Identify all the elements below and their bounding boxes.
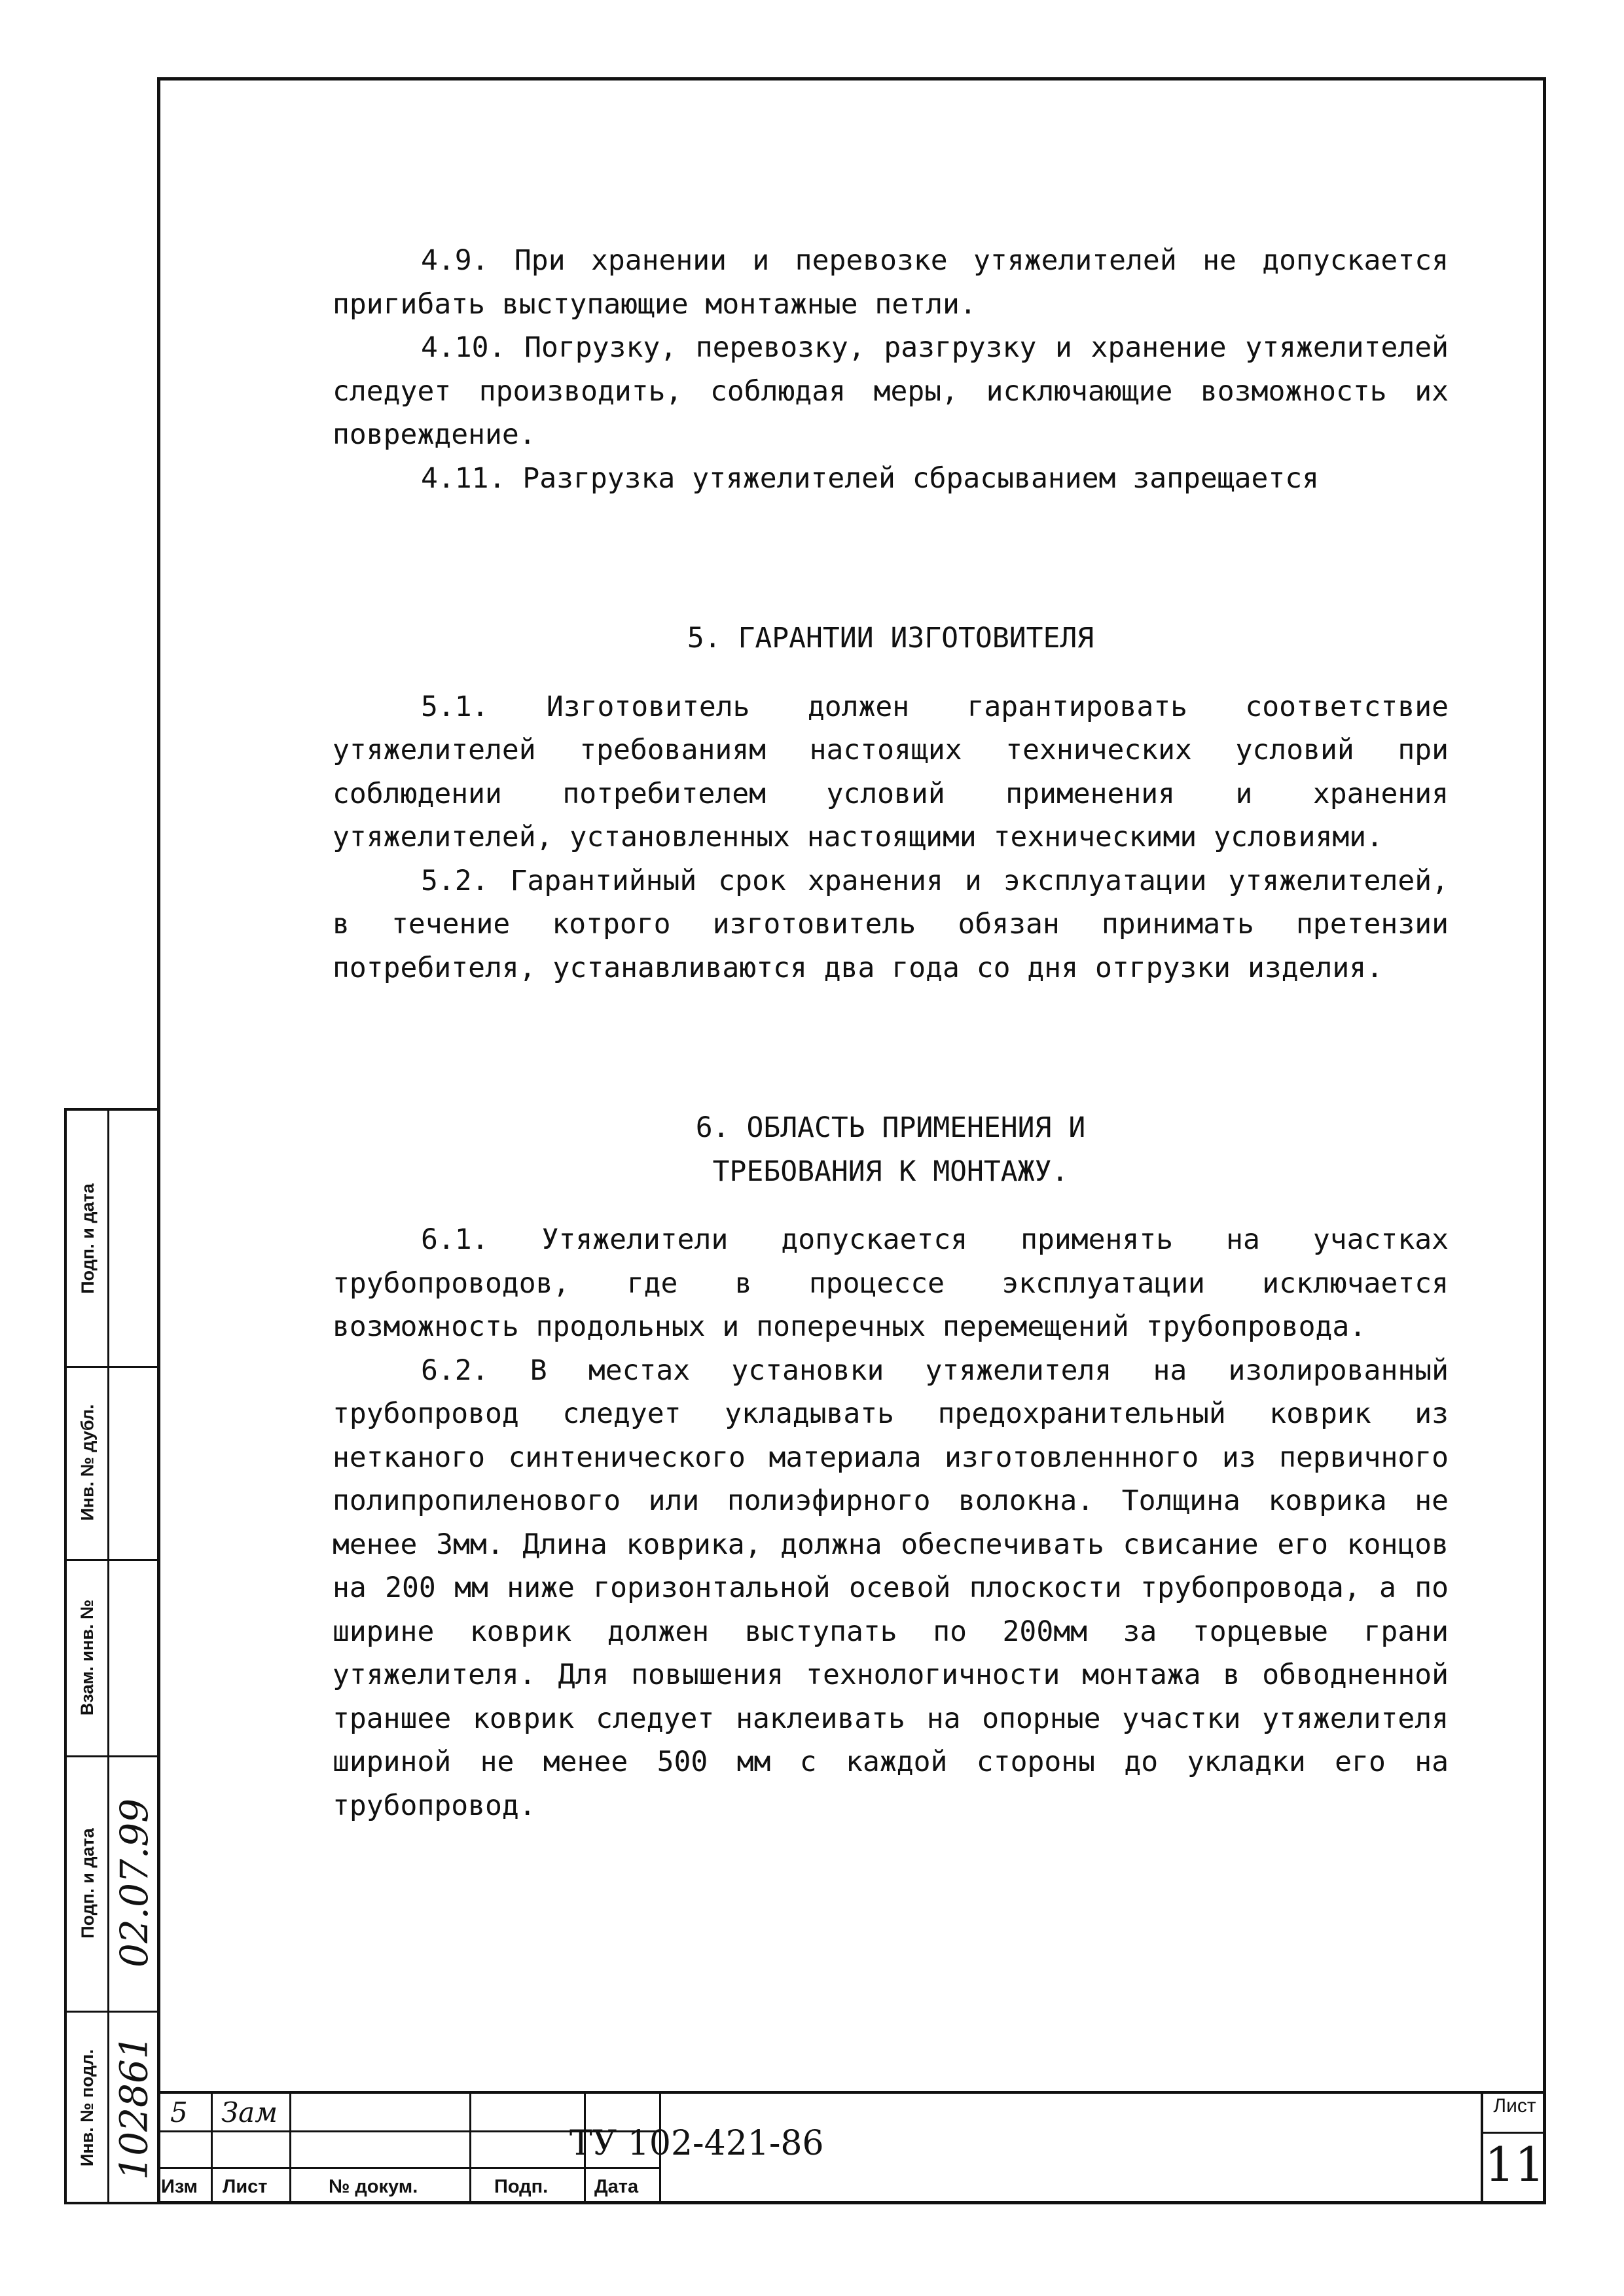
title-block <box>157 2091 1546 2204</box>
paragraph-5-1: 5.1. Изготовитель должен гарантировать соответствие утяжелителей требованиям настоящих технических условий при соблюдении потребителем условий применения и хранения утяжелителей, установленных настоящими техническими условиями. <box>333 690 1449 853</box>
header-sign: Подп. <box>494 2176 549 2197</box>
replace-inv-label: Взам. инв. № <box>77 1599 98 1715</box>
paragraph-4-11: 4.11. Разгрузка утяжелителей сбрасыванием запрещается <box>421 461 1320 495</box>
paragraph-4-9: 4.9. При хранении и перевозке утяжелителей не допускается пригибать выступающие монтажные петли. <box>333 244 1449 321</box>
handwritten-date: 02.07.99 <box>112 1798 156 1968</box>
section-6-heading-line2: ТРЕБОВАНИЯ К МОНТАЖУ. <box>712 1155 1069 1188</box>
paragraph-5-2: 5.2. Гарантийный срок хранения и эксплуатации утяжелителей, в течение котрого изготовитель обязан принимать претензии потребителя, устанавливаются два года со дня отгрузки изделия. <box>333 864 1449 984</box>
sheet-label: Лист <box>1493 2095 1536 2117</box>
paragraph-6-1: 6.1. Утяжелители допускается применять на участках трубопроводов, где в процессе эксплуатации исключается возможность продольных и поперечных перемещений трубопровода. <box>333 1223 1449 1343</box>
document-body <box>333 239 1449 1827</box>
sheet-number: 11 <box>1485 2137 1545 2192</box>
header-izm: Изм <box>161 2176 198 2197</box>
section-5-heading: 5. ГАРАНТИИ ИЗГОТОВИТЕЛЯ <box>687 622 1094 655</box>
dup-inv-label: Инв. № дубл. <box>77 1404 98 1521</box>
header-doc-number: № докум. <box>329 2176 418 2197</box>
document-code: ТУ 102-421-86 <box>569 2124 824 2163</box>
header-date: Дата <box>594 2176 639 2197</box>
sign-date-label-top: Подп. и дата <box>77 1183 98 1294</box>
handwritten-inv-number: 102861 <box>112 2035 157 2180</box>
revision-sheet: Зам <box>221 2096 278 2128</box>
sign-date-label-bottom: Подп. и дата <box>77 1827 98 1939</box>
section-6-heading-line1: 6. ОБЛАСТЬ ПРИМЕНЕНИЯ И <box>695 1111 1086 1144</box>
header-list: Лист <box>223 2176 268 2197</box>
paragraph-4-10: 4.10. Погрузку, перевозку, разгрузку и хранение утяжелителей следует производить, соблюдая меры, исключающие возможность их повреждение. <box>333 331 1449 451</box>
paragraph-6-2: 6.2. В местах установки утяжелителя на изолированный трубопровод следует укладывать предохранительный коврик из нетканого синтенического материала изготовленнного из первичного полипропиленового или полиэфирного волокна. Толщина коврика не менее 3мм. Длина коврика, должна обеспечивать свисание его концов на 200 мм ниже горизонтальной осевой плоскости трубопровода, а по ширине коврик должен выступать по 200мм за торцевые грани утяжелителя. Для повышения технологичности монтажа в обводненной траншее коврик следует наклеивать на опорные участки утяжелителя шириной не менее 500 мм с каждой стороны до укладки его на трубопровод. <box>333 1354 1449 1822</box>
orig-inv-label: Инв. № подл. <box>77 2049 98 2166</box>
sheet-number-box <box>1481 2091 1546 2204</box>
revision-change-number: 5 <box>170 2096 188 2128</box>
side-stamp-strip <box>64 1108 157 2204</box>
